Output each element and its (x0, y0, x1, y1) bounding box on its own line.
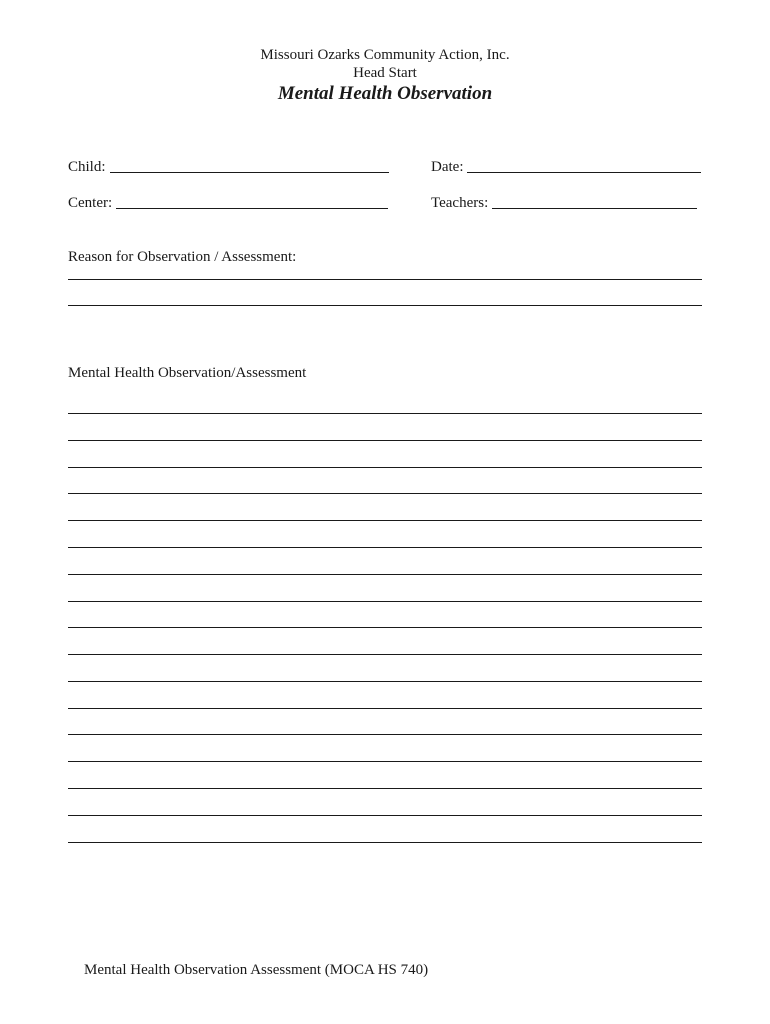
assessment-line[interactable] (68, 815, 702, 816)
date-blank[interactable] (467, 158, 701, 173)
form-title: Mental Health Observation (277, 83, 493, 104)
teachers-label: Teachers: (431, 195, 489, 211)
program-name: Head Start (353, 65, 417, 81)
assessment-line[interactable] (68, 734, 702, 735)
assessment-line[interactable] (68, 601, 702, 602)
child-label: Child: (68, 159, 106, 175)
assessment-line[interactable] (68, 467, 702, 468)
assessment-line[interactable] (68, 493, 702, 494)
assessment-line[interactable] (68, 547, 702, 548)
assessment-line[interactable] (68, 761, 702, 762)
assessment-line[interactable] (68, 708, 702, 709)
reason-section-label: Reason for Observation / Assessment: (68, 249, 297, 265)
date-label: Date: (431, 159, 464, 175)
assessment-line[interactable] (68, 788, 702, 789)
center-field (68, 194, 388, 212)
center-blank[interactable] (116, 194, 388, 209)
center-label: Center: (68, 195, 113, 211)
teachers-blank[interactable] (492, 194, 697, 209)
assessment-section-label: Mental Health Observation/Assessment (68, 365, 307, 381)
assessment-line[interactable] (68, 520, 702, 521)
reason-line[interactable] (68, 279, 702, 280)
assessment-line[interactable] (68, 681, 702, 682)
assessment-line[interactable] (68, 654, 702, 655)
child-blank[interactable] (110, 158, 389, 173)
assessment-line[interactable] (68, 842, 702, 843)
form-footer: Mental Health Observation Assessment (MOCA HS 740) (84, 962, 429, 978)
assessment-line[interactable] (68, 413, 702, 414)
teachers-field (431, 194, 697, 212)
assessment-line[interactable] (68, 627, 702, 628)
child-field (68, 158, 389, 176)
date-field (431, 158, 701, 176)
assessment-line[interactable] (68, 440, 702, 441)
reason-line[interactable] (68, 305, 702, 306)
assessment-line[interactable] (68, 574, 702, 575)
organization-name: Missouri Ozarks Community Action, Inc. (260, 47, 510, 63)
